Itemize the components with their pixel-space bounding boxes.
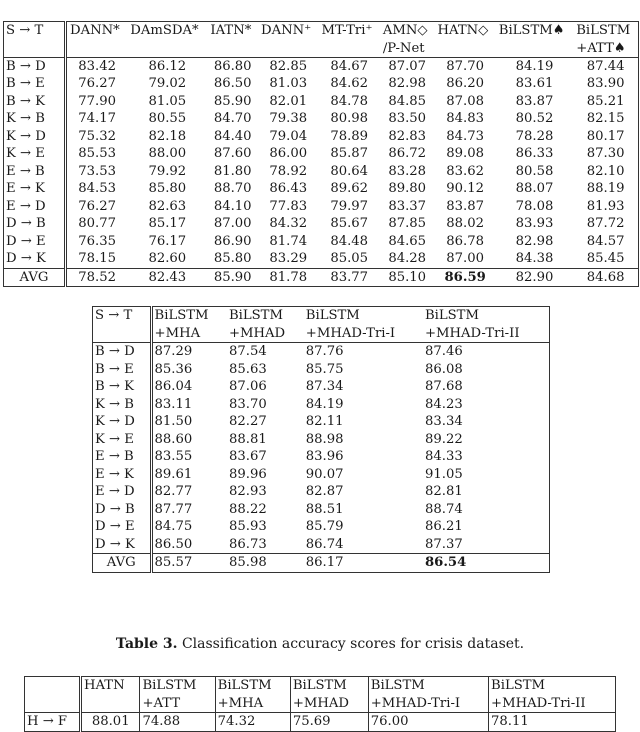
- row-label: B → E: [93, 361, 152, 379]
- table-row: [93, 396, 550, 414]
- cell-value: 85.98: [228, 555, 267, 570]
- cell-value: 83.87: [446, 198, 485, 214]
- cell-value: 85.90: [213, 269, 252, 285]
- header-line2: +MHAD-Tri-I: [305, 325, 396, 341]
- cell-value: 88.22: [228, 501, 267, 517]
- row-label: E → K: [93, 466, 152, 484]
- cell-value: 82.60: [148, 251, 187, 266]
- col-header-bilstm-att: [140, 677, 215, 713]
- col-header-bilstm-mhad: [290, 677, 368, 713]
- cell-value: 84.28: [388, 251, 427, 266]
- cell-value: 82.90: [515, 269, 554, 285]
- cell-value: 88.00: [148, 146, 187, 161]
- cell-value: 87.00: [213, 216, 252, 231]
- corner-header: [93, 307, 152, 343]
- cell-value: 77.83: [269, 198, 308, 214]
- cell-value: 80.64: [330, 163, 369, 179]
- table-row: [4, 145, 639, 163]
- cell-value: 86.54: [424, 555, 467, 570]
- cell-value: 87.08: [446, 93, 485, 109]
- row-label: B → E: [4, 75, 66, 93]
- cell-value: 84.83: [446, 111, 485, 126]
- table-row: [4, 250, 639, 268]
- header-line2: +ATT: [142, 695, 181, 711]
- cell-value: 86.80: [213, 58, 252, 74]
- cell-value: 78.08: [515, 198, 554, 214]
- col-header-bilstm: BiLSTM♠: [498, 23, 565, 38]
- row-label: B → K: [93, 378, 152, 396]
- cell-value: 76.27: [78, 76, 116, 91]
- row-label: B → K: [4, 93, 66, 111]
- header-line2: +MHAD: [292, 695, 349, 711]
- average-row: [4, 268, 639, 287]
- header-line2: +MHAD-Tri-I: [370, 695, 461, 711]
- cell-value: 82.10: [586, 163, 625, 179]
- cell-value: 87.07: [388, 58, 427, 74]
- col-header-bilstm-att-line2: +ATT♠: [576, 40, 626, 56]
- header-line2: +MHAD-Tri-II: [424, 325, 520, 341]
- cell-value: 85.17: [148, 216, 187, 231]
- cell-value: 83.77: [330, 269, 369, 285]
- cell-value: 78.92: [269, 163, 308, 179]
- col-header-damsda: DAmSDA*: [130, 23, 199, 38]
- header-line1: BiLSTM: [424, 308, 479, 323]
- sentiment-accuracy-table-baselines: [3, 21, 639, 287]
- cell-value: 82.83: [388, 128, 427, 144]
- cell-value: 78.52: [78, 269, 116, 285]
- cell-value: 86.00: [269, 146, 308, 161]
- row-label: E → K: [4, 180, 66, 198]
- cell-value: 88.98: [305, 431, 344, 447]
- table-row: [4, 110, 639, 128]
- cell-value: 86.73: [228, 536, 267, 552]
- cell-value: 87.29: [154, 344, 193, 359]
- cell-value: 82.93: [228, 484, 267, 499]
- cell-value: 87.00: [446, 251, 485, 266]
- cell-value: 87.54: [228, 344, 267, 359]
- header-line1: HATN: [84, 678, 125, 693]
- row-label: K → E: [4, 145, 66, 163]
- cell-value: 86.12: [148, 58, 187, 74]
- cell-value: 79.04: [269, 128, 308, 144]
- cell-value: 84.19: [305, 396, 344, 412]
- cell-value: 80.17: [586, 128, 625, 144]
- cell-value: 83.55: [154, 449, 193, 464]
- corner-header: [25, 677, 81, 713]
- row-label: B → D: [93, 343, 152, 361]
- header-line1: BiLSTM: [491, 678, 546, 693]
- row-label: D → E: [93, 518, 152, 536]
- cell-value: 82.01: [269, 93, 308, 109]
- cell-value: 79.02: [148, 76, 187, 91]
- header-line1: BiLSTM: [154, 308, 209, 323]
- cell-value: 87.76: [305, 344, 344, 359]
- crisis-accuracy-table: [24, 676, 616, 732]
- col-header-amn-line1: AMN◇: [382, 23, 428, 38]
- cell-value: 85.63: [228, 361, 267, 377]
- header-line1: BiLSTM: [142, 678, 197, 693]
- caption-label: Table 3.: [115, 636, 178, 652]
- cell-value: 83.90: [586, 76, 625, 91]
- cell-value: 74.32: [215, 713, 290, 732]
- cell-value: 89.61: [154, 466, 193, 482]
- cell-value: 81.74: [269, 233, 308, 249]
- cell-value: 83.50: [388, 111, 427, 126]
- cell-value: 83.70: [228, 396, 267, 412]
- row-label: K → B: [93, 396, 152, 414]
- table-row: [93, 343, 550, 361]
- cell-value: 80.55: [148, 111, 187, 126]
- table-row: [4, 75, 639, 93]
- row-label: D → K: [4, 250, 66, 268]
- cell-value: 85.87: [330, 146, 369, 161]
- cell-value: 80.77: [78, 216, 116, 231]
- col-header-bilstm-mhad-tri-ii: [489, 677, 616, 713]
- cell-value: 85.93: [228, 519, 267, 534]
- cell-value: 84.38: [515, 251, 554, 266]
- cell-value: 85.05: [330, 251, 369, 266]
- col-header-hatn: HATN◇: [437, 23, 489, 38]
- cell-value: 88.07: [515, 181, 554, 196]
- cell-value: 83.29: [269, 251, 308, 266]
- col-header-bilstm-mha: [215, 677, 290, 713]
- cell-value: 83.61: [515, 76, 554, 91]
- cell-value: 75.69: [290, 713, 368, 732]
- row-label: K → D: [4, 128, 66, 146]
- sentiment-accuracy-table-proposed: [92, 306, 550, 573]
- cell-value: 76.27: [78, 198, 116, 214]
- cell-value: 85.36: [154, 361, 193, 377]
- cell-value: 87.37: [424, 536, 463, 552]
- table-row: [4, 233, 639, 251]
- header-line2: +MHA: [154, 325, 201, 341]
- table-row: [4, 57, 639, 75]
- cell-value: 79.97: [330, 198, 369, 214]
- cell-value: 79.92: [148, 163, 187, 179]
- corner-label: S → T: [95, 308, 133, 323]
- cell-value: 86.17: [305, 555, 344, 570]
- cell-value: 84.78: [330, 93, 369, 109]
- cell-value: 88.70: [213, 181, 252, 196]
- col-header-bilstm-att: [573, 22, 638, 58]
- table-row: [93, 501, 550, 519]
- row-label: AVG: [4, 268, 66, 287]
- header-line2: +MHA: [217, 695, 264, 711]
- row-label: D → B: [4, 215, 66, 233]
- cell-value: 84.65: [388, 233, 427, 249]
- cell-value: 83.87: [515, 93, 554, 109]
- cell-value: 88.81: [228, 431, 267, 447]
- table-row: [93, 466, 550, 484]
- cell-value: 89.08: [446, 146, 485, 161]
- cell-value: 91.05: [424, 466, 463, 482]
- row-label: E → B: [4, 163, 66, 181]
- corner-header: S → T: [4, 22, 66, 58]
- table-row: [93, 536, 550, 554]
- cell-value: 87.68: [424, 379, 463, 394]
- row-label: D → B: [93, 501, 152, 519]
- cell-value: 84.32: [269, 216, 308, 231]
- cell-value: 86.33: [515, 146, 554, 161]
- cell-value: 81.03: [269, 76, 308, 91]
- cell-value: 83.42: [78, 58, 116, 74]
- header-line1: BiLSTM: [370, 678, 425, 693]
- cell-value: 79.38: [269, 111, 308, 126]
- cell-value: 83.37: [388, 198, 427, 214]
- cell-value: 86.59: [444, 269, 486, 285]
- cell-value: 85.80: [213, 251, 252, 266]
- row-label: E → B: [93, 448, 152, 466]
- cell-value: 83.62: [446, 163, 485, 179]
- cell-value: 75.32: [78, 128, 116, 144]
- table-row: [93, 361, 550, 379]
- cell-value: 73.53: [78, 163, 116, 179]
- col-header-hatn: [81, 677, 140, 713]
- cell-value: 77.90: [78, 93, 116, 109]
- table-row: [4, 163, 639, 181]
- col-header-bilstm-mhad-tri-i: [368, 677, 488, 713]
- col-header-dann-plus: DANN⁺: [261, 23, 312, 38]
- cell-value: 83.93: [515, 216, 554, 231]
- cell-value: 83.96: [305, 449, 344, 464]
- cell-value: 84.10: [213, 198, 252, 214]
- cell-value: 84.19: [515, 58, 554, 74]
- cell-value: 88.01: [81, 713, 140, 732]
- table1-body: [4, 57, 639, 287]
- cell-value: 82.27: [228, 414, 267, 429]
- cell-value: 86.50: [154, 536, 193, 552]
- table3-body: [25, 713, 616, 732]
- cell-value: 82.98: [515, 233, 554, 249]
- cell-value: 87.77: [154, 501, 193, 517]
- cell-value: 80.98: [330, 111, 369, 126]
- header-line2: +MHAD-Tri-II: [491, 695, 586, 711]
- cell-value: 82.43: [148, 269, 187, 285]
- cell-value: 86.90: [213, 233, 252, 249]
- row-label: B → D: [4, 57, 66, 75]
- cell-value: 80.52: [515, 111, 554, 126]
- cell-value: 90.07: [305, 466, 344, 482]
- col-header-amn: [380, 22, 435, 58]
- cell-value: 78.28: [515, 128, 554, 144]
- cell-value: 82.18: [148, 128, 187, 144]
- col-header-bilstm-mhad: [227, 307, 304, 343]
- row-label: E → D: [93, 483, 152, 501]
- cell-value: 85.10: [388, 269, 427, 285]
- cell-value: 86.78: [446, 233, 485, 249]
- cell-value: 88.19: [586, 181, 625, 196]
- cell-value: 88.74: [424, 501, 463, 517]
- row-label: K → B: [4, 110, 66, 128]
- cell-value: 88.02: [446, 216, 485, 231]
- cell-value: 81.93: [586, 198, 625, 214]
- cell-value: 84.53: [78, 181, 116, 196]
- col-header-dann-star: DANN*: [70, 23, 120, 38]
- cell-value: 89.62: [330, 181, 369, 196]
- row-label: AVG: [93, 554, 152, 573]
- cell-value: 83.67: [228, 449, 267, 464]
- table-caption: [0, 636, 640, 652]
- header-line1: BiLSTM: [228, 308, 283, 323]
- cell-value: 88.51: [305, 501, 344, 517]
- col-header-iatn: IATN*: [210, 23, 252, 38]
- cell-value: 84.57: [586, 233, 625, 249]
- cell-value: 83.28: [388, 163, 427, 179]
- cell-value: 80.58: [515, 163, 554, 179]
- cell-value: 85.21: [586, 93, 625, 109]
- cell-value: 86.74: [305, 536, 344, 552]
- cell-value: 78.11: [489, 713, 616, 732]
- cell-value: 81.78: [269, 269, 308, 285]
- cell-value: 82.81: [424, 484, 463, 499]
- cell-value: 82.15: [586, 111, 625, 126]
- cell-value: 81.80: [213, 163, 252, 179]
- cell-value: 86.50: [213, 76, 252, 91]
- cell-value: 85.75: [305, 361, 344, 377]
- cell-value: 87.44: [586, 58, 625, 74]
- table-row: [4, 215, 639, 233]
- cell-value: 84.68: [586, 269, 625, 285]
- cell-value: 84.40: [213, 128, 252, 144]
- cell-value: 85.80: [148, 181, 187, 196]
- cell-value: 87.34: [305, 379, 344, 394]
- col-header-bilstm-mhad-tri-ii: [423, 307, 550, 343]
- table-row: [93, 413, 550, 431]
- cell-value: 84.67: [330, 58, 369, 74]
- col-header-mt-tri: MT-Tri⁺: [321, 23, 373, 38]
- cell-value: 87.30: [586, 146, 625, 161]
- average-row: [93, 554, 550, 573]
- cell-value: 78.15: [78, 251, 116, 266]
- cell-value: 87.70: [446, 58, 485, 74]
- cell-value: 78.89: [330, 128, 369, 144]
- cell-value: 84.75: [154, 519, 193, 534]
- table-row: [25, 713, 616, 732]
- cell-value: 89.80: [388, 181, 427, 196]
- cell-value: 87.85: [388, 216, 427, 231]
- caption-text: Classification accuracy scores for crisis dataset.: [177, 636, 525, 652]
- table-row: [93, 378, 550, 396]
- cell-value: 85.45: [586, 251, 625, 266]
- table-row: [93, 518, 550, 536]
- cell-value: 90.12: [446, 181, 485, 196]
- row-label: K → D: [93, 413, 152, 431]
- cell-value: 85.57: [154, 555, 193, 570]
- cell-value: 86.08: [424, 361, 463, 377]
- row-label: D → K: [93, 536, 152, 554]
- cell-value: 89.96: [228, 466, 267, 482]
- cell-value: 84.85: [388, 93, 427, 109]
- row-label: K → E: [93, 431, 152, 449]
- cell-value: 87.46: [424, 344, 463, 359]
- row-label: E → D: [4, 198, 66, 216]
- cell-value: 81.05: [148, 93, 187, 109]
- cell-value: 84.70: [213, 111, 252, 126]
- cell-value: 86.20: [446, 76, 485, 91]
- table-row: [4, 128, 639, 146]
- header-line2: +MHAD: [228, 325, 286, 341]
- table-row: [93, 448, 550, 466]
- cell-value: 81.50: [154, 414, 193, 429]
- cell-value: 84.23: [424, 396, 463, 412]
- cell-value: 86.43: [269, 181, 308, 196]
- cell-value: 85.53: [78, 146, 116, 161]
- col-header-bilstm-att-line1: BiLSTM: [576, 23, 631, 38]
- header-line1: BiLSTM: [217, 678, 272, 693]
- row-label: H → F: [25, 713, 81, 732]
- col-header-bilstm-mha: [151, 307, 227, 343]
- col-header-bilstm-mhad-tri-i: [304, 307, 423, 343]
- row-label: D → E: [4, 233, 66, 251]
- cell-value: 86.21: [424, 519, 463, 534]
- cell-value: 83.11: [154, 396, 193, 412]
- table-row: [4, 198, 639, 216]
- cell-value: 87.06: [228, 379, 267, 394]
- cell-value: 76.00: [368, 713, 488, 732]
- cell-value: 76.35: [78, 233, 116, 249]
- table-row: [4, 93, 639, 111]
- cell-value: 83.34: [424, 414, 463, 429]
- cell-value: 85.90: [213, 93, 252, 109]
- cell-value: 82.85: [269, 58, 308, 74]
- table-row: [93, 483, 550, 501]
- table2-body: [93, 343, 550, 573]
- cell-value: 85.67: [330, 216, 369, 231]
- cell-value: 86.72: [388, 146, 427, 161]
- cell-value: 82.98: [388, 76, 427, 91]
- table-row: [4, 180, 639, 198]
- cell-value: 84.33: [424, 449, 463, 464]
- cell-value: 85.79: [305, 519, 344, 534]
- cell-value: 82.77: [154, 484, 193, 499]
- cell-value: 89.22: [424, 431, 463, 447]
- cell-value: 84.73: [446, 128, 485, 144]
- header-line1: BiLSTM: [305, 308, 360, 323]
- header-line1: BiLSTM: [292, 678, 347, 693]
- cell-value: 87.72: [586, 216, 625, 231]
- cell-value: 74.17: [78, 111, 116, 126]
- cell-value: 88.60: [154, 431, 193, 447]
- cell-value: 76.17: [148, 233, 187, 249]
- cell-value: 84.62: [330, 76, 369, 91]
- cell-value: 82.87: [305, 484, 344, 499]
- col-header-amn-line2: /P-Net: [382, 40, 425, 56]
- table-row: [93, 431, 550, 449]
- cell-value: 74.88: [140, 713, 215, 732]
- cell-value: 87.60: [213, 146, 252, 161]
- cell-value: 82.11: [305, 414, 344, 429]
- cell-value: 86.04: [154, 379, 193, 394]
- cell-value: 82.63: [148, 198, 187, 214]
- cell-value: 84.48: [330, 233, 369, 249]
